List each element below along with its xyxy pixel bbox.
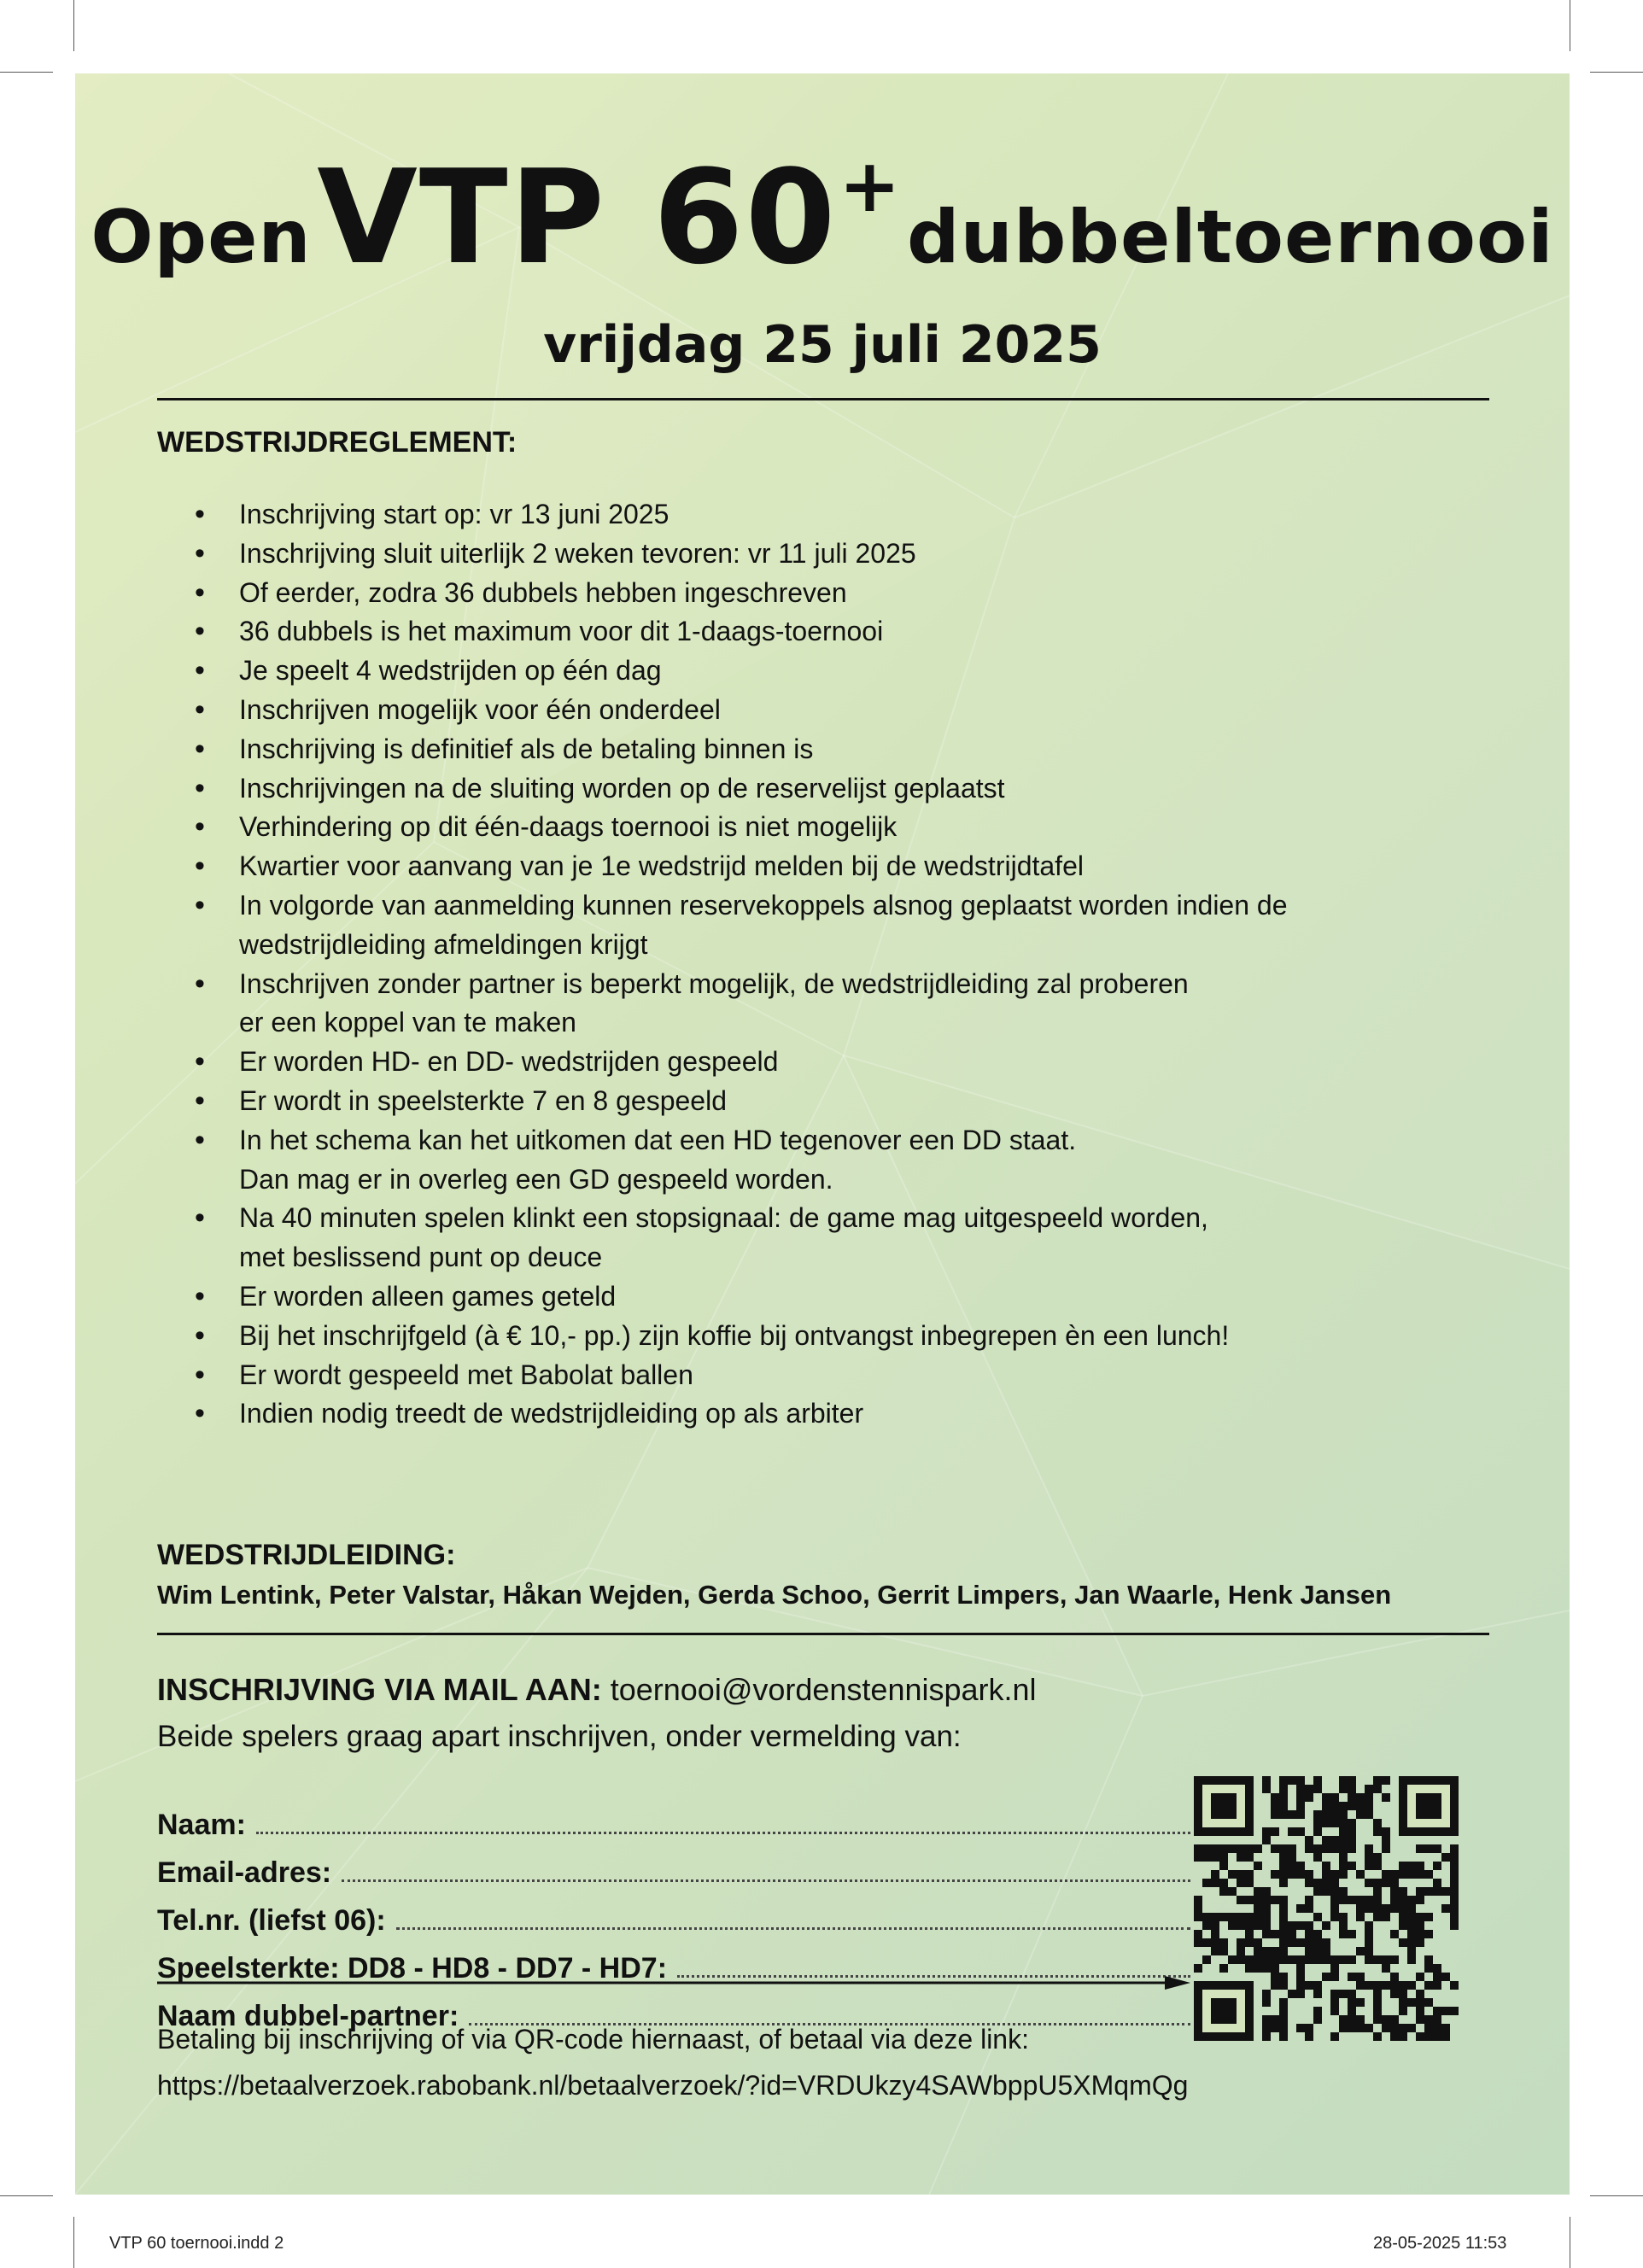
crop-mark — [1590, 72, 1643, 73]
title-prefix: Open — [91, 195, 312, 280]
inschrijving-email[interactable]: toernooi@vordenstennispark.nl — [610, 1672, 1037, 1707]
list-item-text: • Inschrijving sluit uiterlijk 2 weken tevoren: vr 11 juli 2025 — [239, 537, 916, 569]
title-suffix: dubbeltoernooi — [907, 195, 1554, 280]
form-field-label: Naam dubbel-partner: — [157, 2000, 459, 2032]
form-field-label: Email-adres: — [157, 1856, 332, 1889]
event-date: vrijdag 25 juli 2025 — [543, 315, 1102, 375]
qr-code-icon[interactable] — [1194, 1776, 1459, 2041]
list-item-text: wedstrijdleiding afmeldingen krijgt — [239, 928, 648, 960]
inschrijving-line — [157, 1672, 1037, 1708]
list-item — [157, 808, 1489, 847]
form-field[interactable] — [157, 1856, 1190, 1904]
list-item-text: • Of eerder, zodra 36 dubbels hebben ingeschreven — [239, 576, 847, 608]
form-field-dots[interactable] — [396, 1927, 1190, 1930]
slug-file: VTP 60 toernooi.indd 2 — [109, 2234, 284, 2253]
list-item-text: • Indien nodig treedt de wedstrijdleiding op als arbiter — [239, 1398, 864, 1429]
crop-mark — [73, 0, 74, 51]
payment-link[interactable]: https://betaalverzoek.rabobank.nl/betaalverzoek/?id=VRDUkzy4SAWbppU5XMqmQg — [157, 2070, 1189, 2101]
list-item-text: • Kwartier voor aanvang van je 1e wedstrijd melden bij de wedstrijdtafel — [239, 850, 1084, 882]
list-item-text: er een koppel van te maken — [239, 1007, 576, 1038]
list-item — [157, 965, 1489, 1043]
list-item — [157, 535, 1489, 574]
crop-mark — [1590, 2195, 1643, 2196]
leiding-heading: WEDSTRIJDLEIDING: — [157, 1539, 456, 1571]
list-item — [157, 1199, 1489, 1277]
list-item-text: • Er worden alleen games geteld — [239, 1280, 617, 1312]
arrow-icon — [157, 1974, 1190, 1991]
list-item — [157, 574, 1489, 613]
list-item — [157, 1317, 1489, 1356]
list-item — [157, 1277, 1489, 1317]
form-field-label: Speelsterkte: DD8 - HD8 - DD7 - HD7: — [157, 1952, 668, 1984]
list-item-text: • In het schema kan het uitkomen dat een HD tegenover een DD staat. — [239, 1124, 1077, 1155]
list-item — [157, 886, 1489, 965]
payment-text: Betaling bij inschrijving of via QR-code hiernaast, of betaal via deze link: — [157, 2024, 1029, 2055]
list-item-text: • Inschrijving is definitief als de betaling binnen is — [239, 733, 814, 764]
inschrijving-note: Beide spelers graag apart inschrijven, onder vermelding van: — [157, 1720, 962, 1753]
inschrijving-label: INSCHRIJVING VIA MAIL AAN: — [157, 1672, 602, 1707]
list-item — [157, 1082, 1489, 1121]
list-item-text: met beslissend punt op deuce — [239, 1242, 603, 1273]
poster — [75, 73, 1570, 2195]
list-item-text: • Inschrijving start op: vr 13 juni 2025 — [239, 499, 669, 529]
list-item — [157, 847, 1489, 886]
crop-mark — [0, 72, 53, 73]
list-item — [157, 730, 1489, 769]
reglement-heading: WEDSTRIJDREGLEMENT: — [157, 426, 517, 459]
list-item-text: • Je speelt 4 wedstrijden op één dag — [239, 655, 662, 687]
divider — [157, 1633, 1489, 1635]
list-item-text: • Inschrijvingen na de sluiting worden op de reservelijst geplaatst — [239, 772, 1005, 804]
list-item — [157, 769, 1489, 809]
list-item-text: • Inschrijven zonder partner is beperkt mogelijk, de wedstrijdleiding zal proberen — [239, 967, 1189, 999]
list-item-text: • Inschrijven mogelijk voor één onderdeel — [239, 693, 721, 725]
crop-mark — [0, 2195, 53, 2196]
title-superscript: + — [839, 143, 902, 229]
reglement-list — [157, 495, 1489, 1434]
list-item — [157, 612, 1489, 652]
list-item — [157, 652, 1489, 691]
list-item-text: • In volgorde van aanmelding kunnen reservekoppels alsnog geplaatst worden indien de — [239, 889, 1288, 921]
divider — [157, 398, 1489, 400]
title-main: VTP 60 — [317, 142, 838, 293]
form-field-dots[interactable] — [342, 1879, 1190, 1882]
list-item — [157, 495, 1489, 535]
list-item-text: Dan mag er in overleg een GD gespeeld worden. — [239, 1163, 833, 1195]
poster-title — [75, 142, 1570, 293]
form-field-label: Tel.nr. (liefst 06): — [157, 1904, 386, 1937]
list-item-text: • Er wordt in speelsterkte 7 en 8 gespeeld — [239, 1084, 727, 1116]
list-item-text: • Bij het inschrijfgeld (à € 10,- pp.) zijn koffie bij ontvangst inbegrepen èn een lunch! — [239, 1319, 1230, 1351]
registration-form — [157, 1809, 1190, 2048]
crop-mark — [73, 2217, 74, 2268]
form-field[interactable] — [157, 1904, 1190, 1952]
list-item-text: • Verhindering op dit één-daags toernooi is niet mogelijk — [239, 811, 898, 843]
list-item — [157, 1043, 1489, 1082]
list-item-text: • Er worden HD- en DD- wedstrijden gespeeld — [239, 1046, 779, 1078]
form-field-label: Naam: — [157, 1809, 246, 1841]
list-item — [157, 1121, 1489, 1200]
slug-datetime: 28-05-2025 11:53 — [1373, 2234, 1507, 2253]
list-item — [157, 691, 1489, 730]
list-item-text: • 36 dubbels is het maximum voor dit 1-daags-toernooi — [239, 616, 884, 647]
list-item — [157, 1356, 1489, 1395]
leiding-names: Wim Lentink, Peter Valstar, Håkan Wejden, Gerda Schoo, Gerrit Limpers, Jan Waarle, Henk Jansen — [157, 1580, 1392, 1610]
list-item-text: • Na 40 minuten spelen klinkt een stopsignaal: de game mag uitgespeeld worden, — [239, 1202, 1208, 1234]
form-field-dots[interactable] — [256, 1832, 1190, 1834]
form-field[interactable] — [157, 1809, 1190, 1856]
list-item — [157, 1394, 1489, 1434]
list-item-text: • Er wordt gespeeld met Babolat ballen — [239, 1359, 693, 1390]
